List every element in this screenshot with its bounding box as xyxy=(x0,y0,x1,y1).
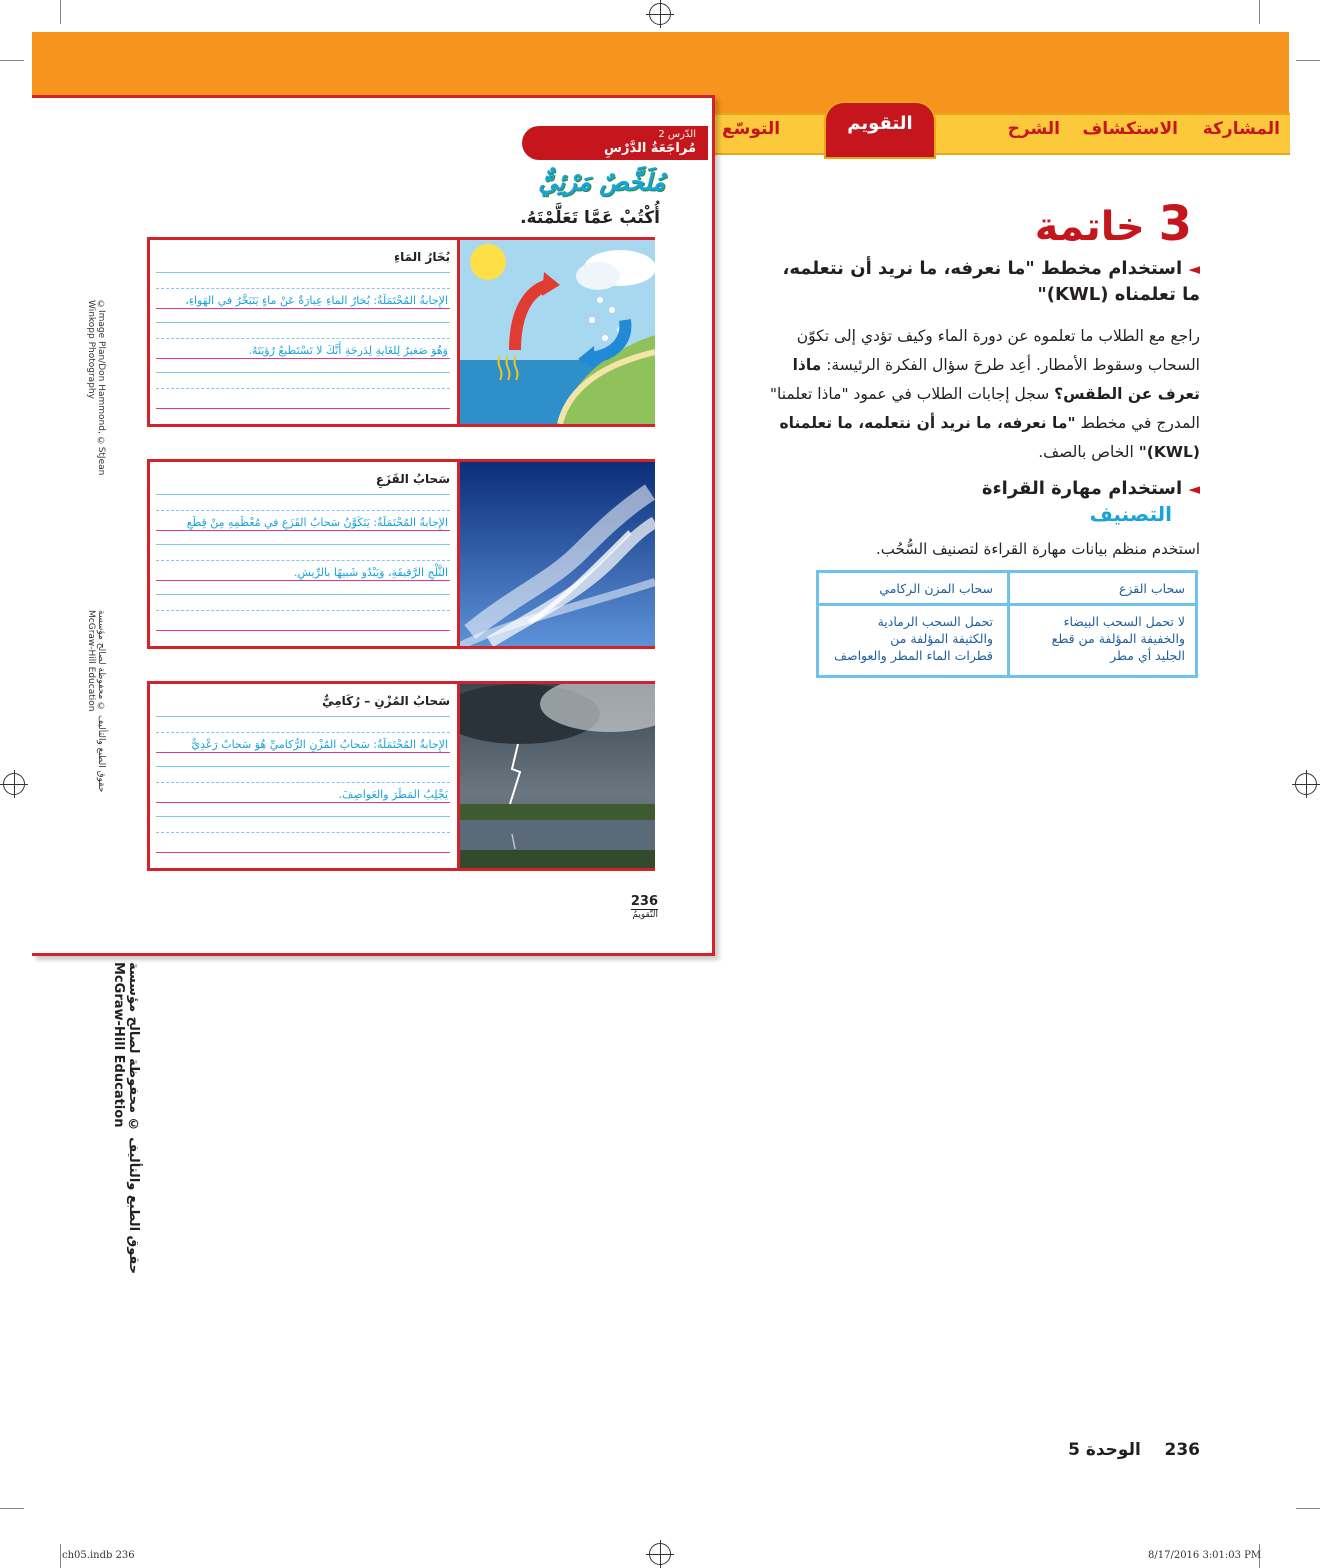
card-heading: سَحابُ القَزَعِ xyxy=(375,472,450,486)
reading-skill-heading xyxy=(900,476,1200,502)
answer-line: الإِجابةُ المُحْتَمَلَةُ: يَتَكَوَّنُ سَحابُ القَزَعِ في مُعْظَمِهِ مِنْ قِطَعِ xyxy=(186,516,448,529)
water-cycle-image xyxy=(457,240,655,424)
kwl-chart-name: "ما نعرفه، ما نريد أن نتعلمه، ما تعلمناه (KWL)" xyxy=(779,414,1200,461)
trim-mark xyxy=(60,1544,61,1568)
triangle-bullet-icon: ◄ xyxy=(1188,260,1200,278)
table-cell-line: قطرات الماء المطر والعواصف xyxy=(834,648,993,663)
writing-lines xyxy=(156,684,450,868)
card-heading: بُخَارُ المَاءِ xyxy=(393,250,450,264)
trim-mark xyxy=(60,0,61,24)
trim-mark xyxy=(0,1508,24,1509)
writing-lines xyxy=(156,462,450,646)
closing-title: خاتمة xyxy=(1034,204,1145,250)
answer-line: يَجْلِبُ المَطَرَ والعَواصِفَ. xyxy=(338,788,448,801)
answer-line: الثَّلْجِ الرَّقيقَةِ، وَيَبْدُو شَبيهًا بالرِّيشِ. xyxy=(294,566,448,579)
trim-mark xyxy=(0,60,24,61)
registration-mark-icon xyxy=(649,1543,671,1565)
table-cell-line: تحمل السحب الرمادية xyxy=(877,614,993,629)
registration-mark-icon xyxy=(1295,773,1317,795)
kwl-heading-text: استخدام مخطط "ما نعرفه، ما نريد أن نتعلمه، ما تعلمناه (KWL)" xyxy=(782,258,1200,305)
storm-lightning-image xyxy=(457,684,655,868)
table-header: سحاب القزع xyxy=(1118,581,1185,596)
nav-extend[interactable]: التوسّع xyxy=(722,119,781,139)
write-prompt: أُكْتُبْ عَمَّا تَعَلَّمْتَهُ. xyxy=(520,208,660,228)
summary-card-water-vapor xyxy=(147,237,655,427)
answer-line: وَهُوَ صَغيرٌ لِلغَايةِ لِدَرجَةِ أَنَّكَ لا تَسْتَطيعُ رُؤيَتَهُ. xyxy=(248,344,448,357)
lesson-tag xyxy=(522,126,708,160)
page-footer xyxy=(1000,1440,1200,1460)
lesson-review-title: مُراجَعَةُ الدَّرْسِ xyxy=(604,141,696,156)
closing-heading xyxy=(1000,196,1192,256)
triangle-bullet-icon: ◄ xyxy=(1188,480,1200,498)
big-idea-question: ماذا تعرف عن الطقس؟ xyxy=(792,356,1200,403)
cirrus-cloud-image xyxy=(457,462,655,646)
table-cell-line: والخفيفة المؤلفة من قطع xyxy=(1051,631,1185,646)
page-number: 236 xyxy=(630,894,658,909)
reading-skill-name: التصنيف xyxy=(1089,502,1172,526)
lesson-stage-nav xyxy=(712,113,1290,155)
footer-page-number: 236 xyxy=(1164,1440,1200,1460)
copyright-large: حقوق الطبع والتأليف © محفوظة لصالح مؤسسة McGraw-Hill Education xyxy=(111,962,141,1275)
answer-line: الإِجابةُ المُحْتَمَلَةُ: سَحابُ المُزْنِ الرُّكاميِّ هُوَ سَحابٌ رَعْدِيٌّ xyxy=(191,738,448,751)
trim-mark xyxy=(1259,0,1260,24)
page-section-label: التّقويمُ xyxy=(632,910,658,920)
trim-mark xyxy=(1296,60,1320,61)
registration-mark-icon xyxy=(3,773,25,795)
footer-unit: الوحدة 5 xyxy=(1068,1440,1141,1460)
closing-number: 3 xyxy=(1158,196,1192,252)
answer-line: الإِجابةُ المُحْتَمَلَةُ: بُخارُ الماءِ عِبارَةٌ عَنْ ماءٍ يَتَبَخَّرُ في الهَواءِ، xyxy=(185,294,448,307)
summary-card-cumulonimbus xyxy=(147,681,655,871)
nav-engage[interactable]: المشاركة xyxy=(1202,119,1280,139)
nav-evaluate-active[interactable]: التقويم xyxy=(826,103,934,157)
table-cell-line: الجليد أي مطر xyxy=(1110,648,1185,663)
trim-mark xyxy=(1296,1508,1320,1509)
student-page-number xyxy=(600,890,658,920)
kwl-heading xyxy=(760,256,1200,308)
para-text: راجع مع الطلاب ما تعلموه عن دورة الماء وكيف تؤدي إلى تكوّن السحاب وسقوط الأمطار. أعِد طرحَ سؤال الفكرة الرئيسة: xyxy=(796,327,1200,374)
summary-card-cirrus xyxy=(147,459,655,649)
reading-heading-text: استخدام مهارة القراءة xyxy=(981,478,1183,499)
table-cell-line: والكثيفة المؤلفة من xyxy=(890,631,993,646)
photo-credit: ©Image Plan/Don Hammond, ©StJean Winkopp Photography xyxy=(86,300,106,476)
lesson-number: الدّرس 2 xyxy=(658,129,696,140)
nav-explore[interactable]: الاستكشاف xyxy=(1082,119,1178,139)
file-slug: ch05.indb 236 xyxy=(62,1550,135,1561)
organizer-instruction: استخدم منظم بيانات مهارة القراءة لتصنيف السُّحُب. xyxy=(876,540,1200,558)
visual-summary-title: مُلَخَّصٌ مَرْئِيٌّ xyxy=(538,168,665,196)
writing-lines xyxy=(156,240,450,424)
para-text: سجل إجابات الطلاب في عمود "ماذا تعلمنا" المدرج في مخطط xyxy=(769,385,1200,432)
card-heading: سَحابُ المُزْنِ – رُكَامِيٌّ xyxy=(322,694,450,708)
para-text: الخاص بالصف. xyxy=(1038,443,1134,461)
kwl-paragraph xyxy=(760,322,1200,467)
table-cell-line: لا تحمل السحب البيضاء xyxy=(1063,614,1185,629)
table-cell xyxy=(1052,613,1185,664)
nav-explain[interactable]: الشرح xyxy=(1007,119,1060,139)
table-header: سحاب المزن الركامي xyxy=(879,581,993,596)
date-slug: 8/17/2016 3:01:03 PM xyxy=(1148,1550,1262,1561)
table-cell xyxy=(834,613,993,664)
classification-table xyxy=(816,570,1198,678)
copyright-small: حقوق الطبع والتأليف © محفوظة لصالح مؤسسة McGraw-Hill Education xyxy=(86,610,106,793)
registration-mark-icon xyxy=(649,3,671,25)
